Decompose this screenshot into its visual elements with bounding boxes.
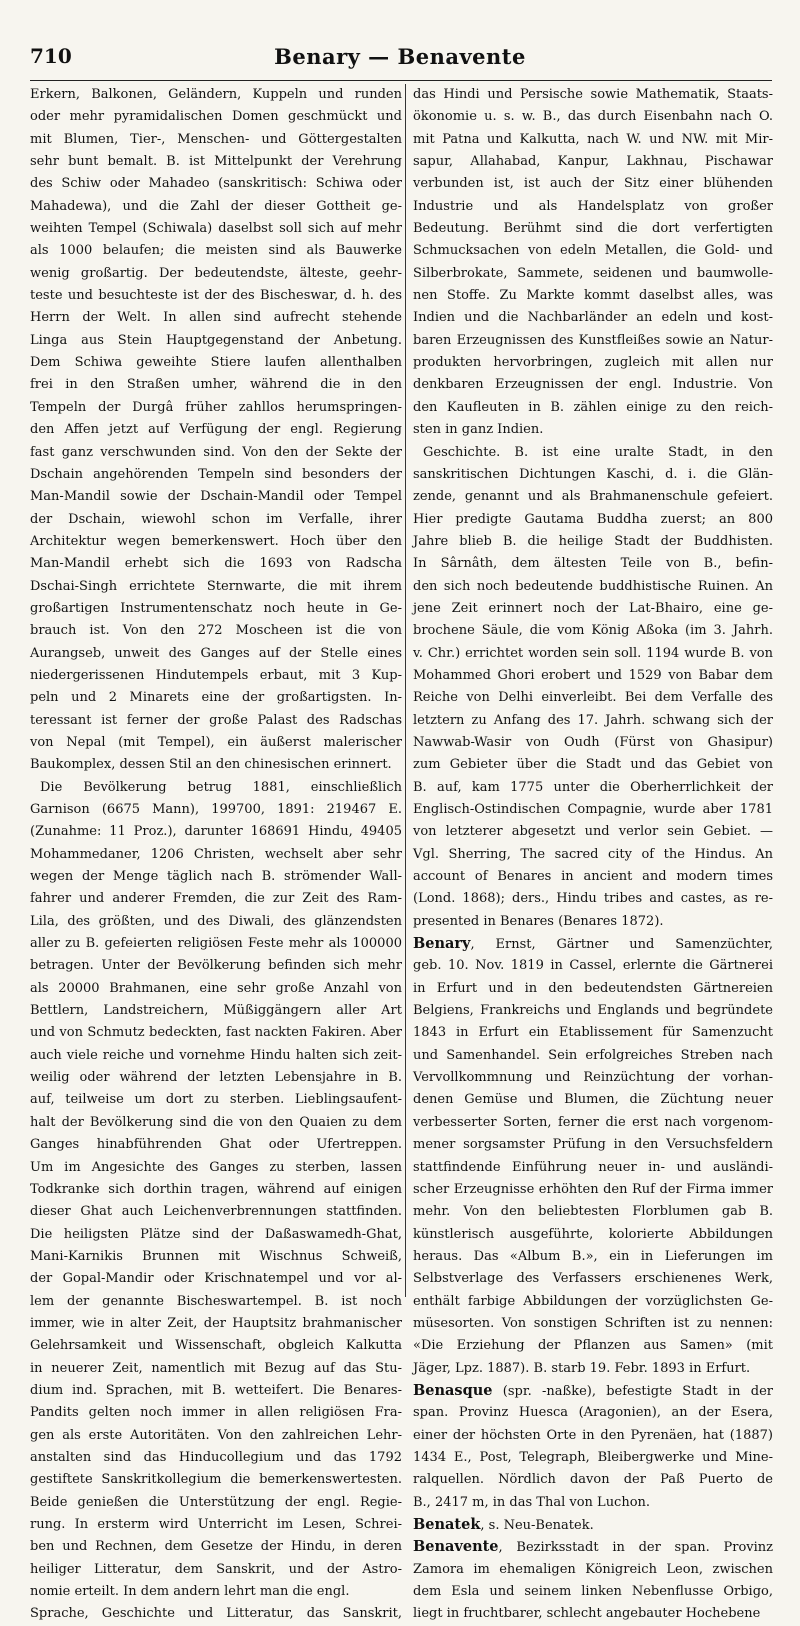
text-line: Schmucksachen von edeln Metallen, die Gold- und (413, 243, 773, 259)
text-line: dem Esla und seinem linken Nebenflusse Orbigo, (413, 1584, 773, 1600)
text-line: weihten Tempel (Schiwala) daselbst soll sich auf mehr (30, 221, 402, 237)
text-line: denkbaren Erzeugnissen der engl. Industrie. Von (413, 377, 773, 393)
text-line: Baukomplex, dessen Stil an den chinesischen erinnert. (30, 757, 392, 773)
text-line: produkten hervorbringen, zugleich mit allen nur (413, 355, 773, 371)
text-line: großartigen Instrumentenschatz noch heute in Ge- (30, 600, 402, 616)
text-line: frei in den Straßen umher, während die in den (30, 377, 402, 393)
text-line: Jäger, Lpz. 1887). B. starb 19. Febr. 1893 in Erfurt. (413, 1360, 751, 1376)
text-line: heiliger Litteratur, dem Sanskrit, und der Astro- (30, 1561, 402, 1577)
text-line: des Schiw oder Mahadeo (sanskritisch: Schiwa oder (30, 176, 402, 192)
text-line: Herrn der Welt. In allen sind aufrecht stehende (30, 310, 402, 326)
text-line: Dem Schiwa geweihte Stiere laufen allenthalben (30, 355, 402, 371)
text-line: zende, genannt und als Brahmanenschule gefeiert. (413, 489, 773, 505)
text-line: scher Erzeugnisse erhöhten den Ruf der Firma immer (413, 1181, 773, 1197)
text-line: heraus. Das «Album B.», ein in Lieferungen im (413, 1248, 773, 1264)
text-line: span. Provinz Huesca (Aragonien), an der Esera, (413, 1405, 773, 1421)
text-line: weilig oder während der letzten Lebensjahre in B. (30, 1070, 402, 1086)
text-line: jene Zeit erinnert noch der Lat-Bhairo, eine ge- (413, 600, 773, 616)
text-line: niedergerissenen Hindutempels erbaut, mit 3 Kup- (30, 667, 402, 683)
text-line: Industrie und als Handelsplatz von großer (413, 198, 773, 214)
text-line: Vgl. Sherring, The sacred city of the Hindus. An (413, 846, 773, 862)
column-divider (405, 84, 406, 1297)
text-line: Mohammed Ghori erobert und 1529 von Babar dem (413, 667, 773, 683)
text-line: und Samenhandel. Sein erfolgreiches Streben nach (413, 1047, 773, 1063)
text-line: Man-Mandil erhebt sich die 1693 von Radscha (30, 556, 402, 572)
text-line: gestiftete Sanskritkollegium die bemerkenswertesten. (30, 1472, 402, 1488)
text-line: Benasque (spr. -naßke), befestigte Stadt in der (413, 1381, 773, 1399)
text-line: auf, teilweise um dort zu sterben. Lieblingsaufent- (30, 1092, 402, 1108)
text-line: betragen. Unter der Bevölkerung befinden sich mehr (30, 958, 402, 974)
text-line: aller zu B. gefeierten religiösen Feste mehr als 100000 (30, 936, 402, 952)
text-line: fast ganz verschwunden sind. Von den der Sekte der (30, 444, 402, 460)
text-line: oder mehr pyramidalischen Domen geschmückt und (30, 109, 402, 125)
text-line: verbesserter Sorten, ferner die erst nach vorgenom- (413, 1114, 773, 1130)
text-line: Pandits gelten noch immer in allen religiösen Fra- (30, 1405, 402, 1421)
text-line: 1843 in Erfurt ein Etablissement für Samenzucht (413, 1025, 773, 1041)
text-line: als 1000 belaufen; die meisten sind als Bauwerke (30, 243, 402, 259)
text-line: geb. 10. Nov. 1819 in Cassel, erlernte die Gärtnerei (413, 958, 773, 974)
text-line: sanskritischen Dichtungen Kaschi, d. i. die Glän- (413, 466, 773, 482)
text-line: Linga aus Stein Hauptgegenstand der Anbetung. (30, 332, 402, 348)
text-line: B., 2417 m, in das Thal von Luchon. (413, 1494, 651, 1510)
text-line: Tempeln der Durgâ früher zahllos herumspringen- (30, 399, 402, 415)
text-line: den Kaufleuten in B. zählen einige zu den reich- (413, 399, 773, 415)
text-line: künstlerisch ausgeführte, kolorierte Abbildungen (413, 1226, 773, 1242)
text-line: mener sorgsamster Prüfung in den Versuchsfeldern (413, 1137, 773, 1153)
page-header (30, 44, 770, 74)
text-line: presented in Benares (Benares 1872). (413, 913, 664, 929)
text-line: mit Blumen, Tier-, Menschen- und Göttergestalten (30, 131, 402, 147)
text-line: Zamora im ehemaligen Königreich Leon, zwischen (413, 1561, 773, 1577)
text-line: sehr bunt bemalt. B. ist Mittelpunkt der Verehrung (30, 154, 402, 170)
text-line: B. auf, kam 1775 unter die Oberherrlichkeit der (413, 779, 773, 795)
text-line: Erkern, Balkonen, Geländern, Kuppeln und runden (30, 87, 402, 102)
text-line: Nawwab-Wasir von Oudh (Fürst von Ghasipur) (413, 734, 773, 750)
text-line: liegt in fruchtbarer, schlecht angebauter Hochebene (413, 1606, 761, 1622)
text-line: (Zunahme: 11 Proz.), darunter 168691 Hindu, 49405 (30, 824, 402, 840)
text-line: baren Erzeugnissen des Kunstfleißes sowie an Natur- (413, 332, 773, 348)
text-line: Jahre blieb B. die heilige Stadt der Buddhisten. (413, 533, 773, 549)
text-line: Aurangseb, unweit des Ganges auf der Stelle eines (30, 645, 402, 661)
text-line: brauch ist. Von den 272 Moscheen ist die von (30, 623, 402, 639)
text-line: Man-Mandil sowie der Dschain-Mandil oder Tempel (30, 489, 402, 505)
text-line: halt der Bevölkerung sind die von den Quaien zu dem (30, 1114, 402, 1130)
text-line: verbunden ist, ist auch der Sitz einer blühenden (413, 176, 773, 192)
text-line: als 20000 Brahmanen, eine sehr große Anzahl von (30, 980, 402, 996)
text-line: ökonomie u. s. w. B., das durch Eisenbahn nach O. (413, 109, 773, 125)
text-line: Indien und die Nachbarländer an edeln und kost- (413, 310, 773, 326)
text-line: mehr. Von den beliebtesten Florblumen gab B. (413, 1204, 773, 1220)
text-line: Garnison (6675 Mann), 199700, 1891: 219467 E. (30, 802, 402, 817)
text-line: Die Bevölkerung betrug 1881, einschließlich (40, 779, 402, 795)
text-line: das Hindi und Persische sowie Mathematik, Staats- (413, 87, 773, 102)
text-line: der Dschain, wiewohl schon im Verfalle, ihrer (30, 511, 402, 527)
text-line: sten in ganz Indien. (413, 422, 544, 438)
text-line: müsesorten. Von sonstigen Schriften ist zu nennen: (413, 1315, 773, 1331)
text-line: Mani-Karnikis Brunnen mit Wischnus Schweiß, (30, 1248, 402, 1264)
header-rule (30, 80, 772, 81)
text-line: «Die Erziehung der Pflanzen aus Samen» (mit (413, 1338, 773, 1354)
text-line: 1434 E., Post, Telegraph, Bleibergwerke und Mine- (413, 1449, 773, 1465)
text-line: wegen der Menge täglich nach B. strömender Wall- (30, 869, 402, 885)
text-line: zum Gebieter über die Stadt und das Gebiet von (413, 757, 773, 773)
text-line: in Erfurt und in den bedeutendsten Gärtnereien (413, 980, 773, 996)
text-line: von Nepal (mit Tempel), ein äußerst malerischer (30, 734, 402, 750)
left-column (30, 84, 402, 1622)
text-line: fahrer und anderer Fremden, die zur Zeit des Ram- (30, 891, 402, 907)
text-line: peln und 2 Minarets eine der großartigsten. In- (30, 690, 402, 706)
text-line: Bettlern, Landstreichern, Müßiggängern aller Art (30, 1003, 402, 1019)
text-line: Silberbrokate, Sammete, seidenen und baumwolle- (413, 265, 773, 281)
text-line: account of Benares in ancient and modern times (413, 869, 773, 885)
text-line: von letzterer abgesetzt und verlor sein Gebiet. — (413, 824, 773, 840)
text-line: ben und Rechnen, dem Gesetze der Hindu, in deren (30, 1539, 402, 1555)
text-line: einer der höchsten Orte in den Pyrenäen, hat (1887) (413, 1427, 773, 1443)
text-line: Benavente, Bezirksstadt in der span. Provinz (413, 1538, 773, 1556)
text-line: Sprache, Geschichte und Litteratur, das Sanskrit, (30, 1606, 402, 1622)
text-line: teste und besuchteste ist der des Bischeswar, d. h. des (30, 288, 402, 304)
text-line: ralquellen. Nördlich davon der Paß Puerto de (413, 1472, 773, 1488)
text-line: lem der genannte Bischeswartempel. B. ist noch (30, 1293, 402, 1309)
text-line: und von Schmutz bedeckten, fast nackten Fakiren. Aber (30, 1025, 402, 1041)
text-line: teressant ist ferner der große Palast des Radschas (30, 712, 402, 728)
text-line: Benary, Ernst, Gärtner und Samenzüchter, (413, 935, 773, 953)
page-number: 710 (30, 44, 72, 68)
text-line: nen Stoffe. Zu Markte kommt daselbst alles, was (413, 288, 773, 304)
text-line: Ganges hinabführenden Ghat oder Ufertreppen. (30, 1137, 402, 1153)
text-line: Um im Angesichte des Ganges zu sterben, lassen (30, 1159, 402, 1175)
text-line: dium ind. Sprachen, mit B. wetteifert. Die Benares- (30, 1382, 402, 1398)
text-line: Englisch-Ostindischen Compagnie, wurde aber 1781 (413, 802, 773, 817)
text-line: denen Gemüse und Blumen, die Züchtung neuer (413, 1092, 773, 1108)
text-line: wenig großartig. Der bedeutendste, älteste, geehr- (30, 265, 402, 281)
text-line: gen als erste Autoritäten. Von den zahlreichen Lehr- (30, 1427, 402, 1443)
text-line: Geschichte. B. ist eine uralte Stadt, in den (423, 444, 773, 460)
text-line: rung. In ersterm wird Unterricht im Lesen, Schrei- (30, 1517, 402, 1532)
text-line: der Gopal-Mandir oder Krischnatempel und vor al- (30, 1271, 402, 1287)
text-line: den Affen jetzt auf Verfügung der engl. Regierung (30, 422, 402, 438)
text-line: anstalten sind das Hinducollegium und das 1792 (30, 1449, 402, 1465)
text-line: Vervollkommnung und Reinzüchtung der vorhan- (413, 1070, 773, 1086)
text-line: nomie erteilt. In dem andern lehrt man die engl. (30, 1584, 350, 1600)
text-line: auch viele reiche und vornehme Hindu halten sich zeit- (30, 1047, 402, 1063)
text-line: Dschai-Singh errichtete Sternwarte, die mit ihrem (30, 578, 402, 594)
text-line: Benatek, s. Neu-Benatek. (413, 1516, 594, 1533)
text-line: Architektur wegen bemerkenswert. Hoch über den (30, 533, 402, 549)
text-line: in neuerer Zeit, namentlich mit Bezug auf das Stu- (30, 1360, 402, 1376)
text-line: Belgiens, Frankreichs und Englands und begründete (413, 1003, 773, 1019)
text-line: In Sârnâth, dem ältesten Teile von B., befin- (413, 556, 773, 572)
text-line: Beide genießen die Unterstützung der engl. Regie- (30, 1494, 402, 1510)
text-line: (Lond. 1868); ders., Hindu tribes and castes, as re- (413, 891, 773, 907)
text-line: Lila, des größten, und des Diwali, des glänzendsten (30, 913, 402, 929)
text-line: den sich noch bedeutende buddhistische Ruinen. An (413, 578, 773, 594)
text-line: sapur, Allahabad, Kanpur, Lakhnau, Pischawar (413, 154, 773, 170)
text-line: immer, wie in alter Zeit, der Hauptsitz brahmanischer (30, 1315, 402, 1331)
text-line: Mohammedaner, 1206 Christen, wechselt aber sehr (30, 846, 402, 862)
running-head: Benary — Benavente (274, 44, 526, 69)
text-line: brochene Säule, die vom König Aßoka (im 3. Jahrh. (413, 623, 773, 639)
text-line: v. Chr.) errichtet worden sein soll. 1194 wurde B. von (413, 645, 773, 661)
text-line: mit Patna und Kalkutta, nach W. und NW. mit Mir- (413, 131, 773, 147)
text-line: Bedeutung. Berühmt sind die dort verfertigten (413, 221, 773, 237)
text-line: Reiche von Delhi einverleibt. Bei dem Verfalle des (413, 690, 773, 706)
text-line: Selbstverlage des Verfassers erschienenes Werk, (413, 1271, 773, 1287)
text-line: Hier predigte Gautama Buddha zuerst; an 800 (413, 511, 773, 527)
text-line: enthält farbige Abbildungen der vorzüglichsten Ge- (413, 1293, 773, 1309)
text-line: dieser Ghat auch Leichenverbrennungen stattfinden. (30, 1204, 402, 1220)
right-column (413, 84, 773, 1622)
text-line: Dschain angehörenden Tempeln sind besonders der (30, 466, 402, 482)
text-line: Mahadewa), und die Zahl der dieser Gottheit ge- (30, 198, 402, 214)
text-line: Todkranke sich dorthin tragen, während auf einigen (30, 1181, 402, 1197)
text-line: Die heiligsten Plätze sind der Daßaswamedh-Ghat, (30, 1226, 402, 1242)
text-line: Gelehrsamkeit und Wissenschaft, obgleich Kalkutta (30, 1338, 402, 1354)
text-line: stattfindende Einführung neuer in- und ausländi- (413, 1159, 773, 1175)
text-line: letztern zu Anfang des 17. Jahrh. schwang sich der (413, 712, 773, 728)
